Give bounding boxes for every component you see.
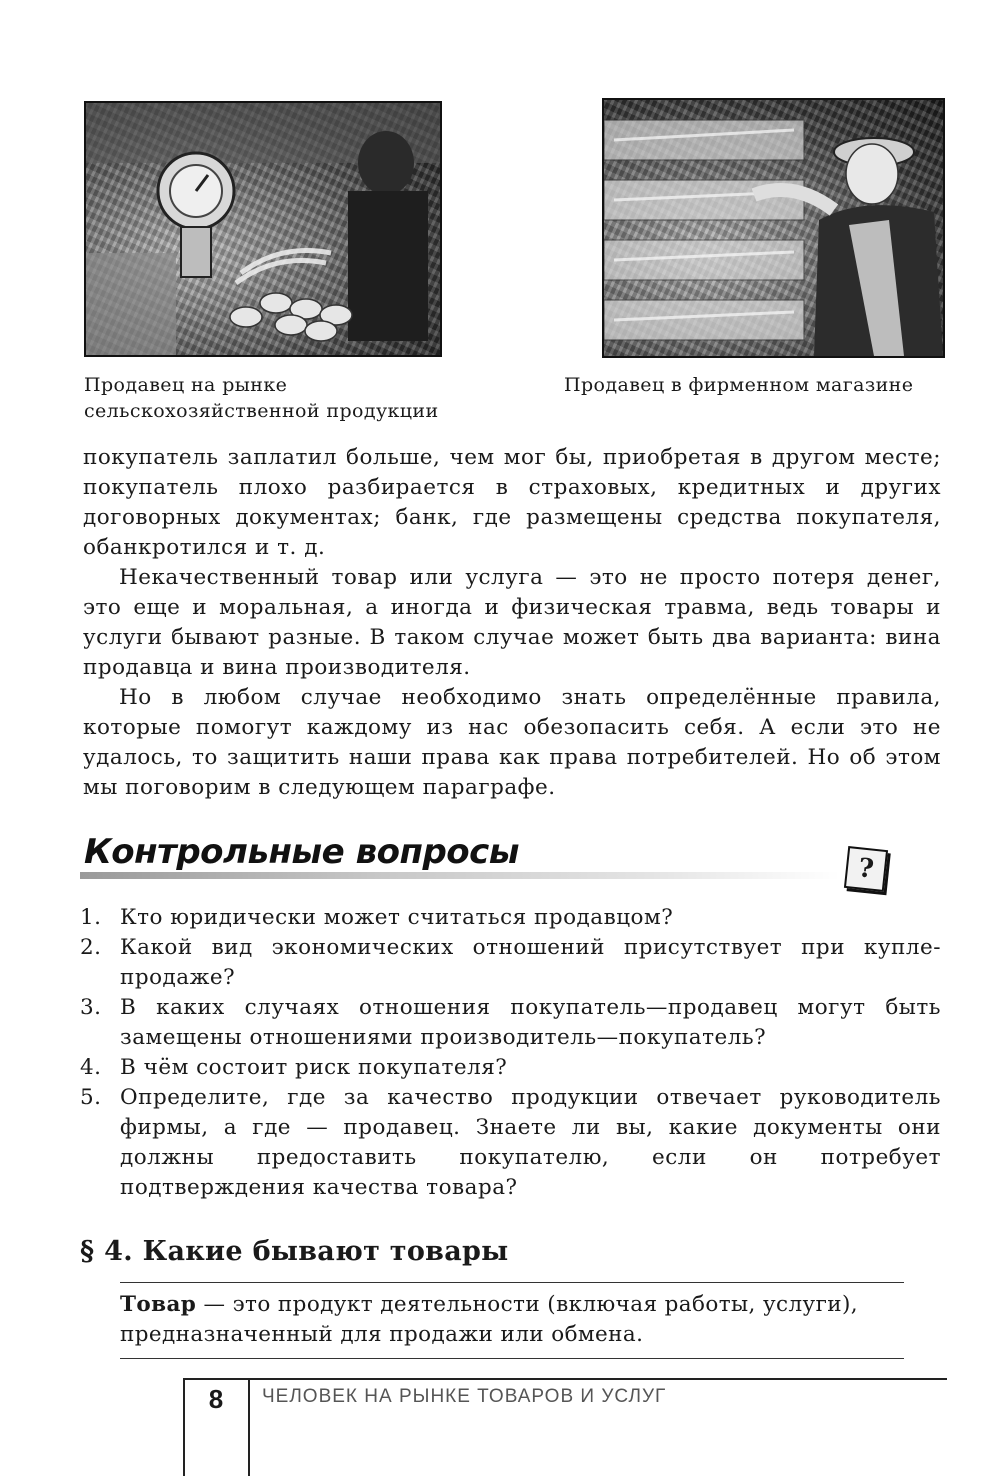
list-item xyxy=(80,993,941,1053)
main-text xyxy=(83,443,941,803)
caption-photo-shop xyxy=(564,372,913,398)
control-questions-header xyxy=(80,830,940,900)
control-questions-title: Контрольные вопросы xyxy=(84,832,520,872)
paragraph: Но в любом случае необходимо знать определённые правила, которые помогут каждому из нас обезопасить себя. А если это не удалось, то защитить наши права как права потребителей. Но об этом мы поговорим в следующем параграфе. xyxy=(83,685,941,800)
section-title: § 4. Какие бывают товары xyxy=(80,1236,509,1267)
caption-line: сельскохозяйственной продукции xyxy=(84,400,439,422)
question-mark-icon: ? xyxy=(844,846,888,892)
running-head: ЧЕЛОВЕК НА РЫНКЕ ТОВАРОВ И УСЛУГ xyxy=(262,1386,667,1407)
header-underline xyxy=(80,872,840,879)
list-item xyxy=(80,1083,941,1203)
market-scene-illustration xyxy=(86,103,440,355)
question-number: 3. xyxy=(80,995,102,1020)
caption-photo-market xyxy=(84,372,439,424)
question-text: Какой вид экономических отношений присутствует при купле-продаже? xyxy=(120,935,941,990)
caption-line: Продавец в фирменном магазине xyxy=(564,374,914,396)
definition-text: — это продукт деятельности (включая работы, услуги), предназначенный для продажи или обмена. xyxy=(120,1292,858,1347)
control-questions-list xyxy=(80,903,941,1203)
definition-box xyxy=(120,1282,904,1359)
question-text: Кто юридически может считаться продавцом? xyxy=(120,905,674,930)
paragraph-continuation: покупатель заплатил больше, чем мог бы, приобретая в другом месте; покупатель плохо разбирается в страховых, кредитных и других договорных документах; банк, где размещены средства покупателя, обанкротился и т. д. xyxy=(83,445,941,560)
question-number: 2. xyxy=(80,935,102,960)
footer-divider xyxy=(183,1378,185,1476)
question-number: 4. xyxy=(80,1055,102,1080)
shop-scene-illustration xyxy=(604,100,943,356)
definition-term: Товар xyxy=(120,1292,197,1317)
question-text: В каких случаях отношения покупатель—продавец могут быть замещены отношениями производитель—покупатель? xyxy=(120,995,941,1050)
list-item xyxy=(80,903,941,933)
paragraph: Некачественный товар или услуга — это не просто потеря денег, это еще и моральная, а иногда и физическая травма, ведь товары и услуги бывают разные. В таком случае может быть два варианта: вина продавца и вина производителя. xyxy=(83,565,941,680)
photo-shop-seller xyxy=(602,98,945,358)
caption-line: Продавец на рынке xyxy=(84,374,288,396)
question-number: 1. xyxy=(80,905,102,930)
footer-rule xyxy=(183,1378,947,1380)
question-text: Определите, где за качество продукции отвечает руководитель фирмы, а где — продавец. Знаете ли вы, какие документы они должны предоставить покупателю, если он потребует подтверждения качества товара? xyxy=(120,1085,941,1200)
photo-market-seller xyxy=(84,101,442,357)
list-item xyxy=(80,933,941,993)
question-number: 5. xyxy=(80,1085,102,1110)
footer-divider xyxy=(248,1378,250,1476)
question-text: В чём состоит риск покупателя? xyxy=(120,1055,508,1080)
page-number: 8 xyxy=(208,1384,224,1414)
list-item xyxy=(80,1053,941,1083)
